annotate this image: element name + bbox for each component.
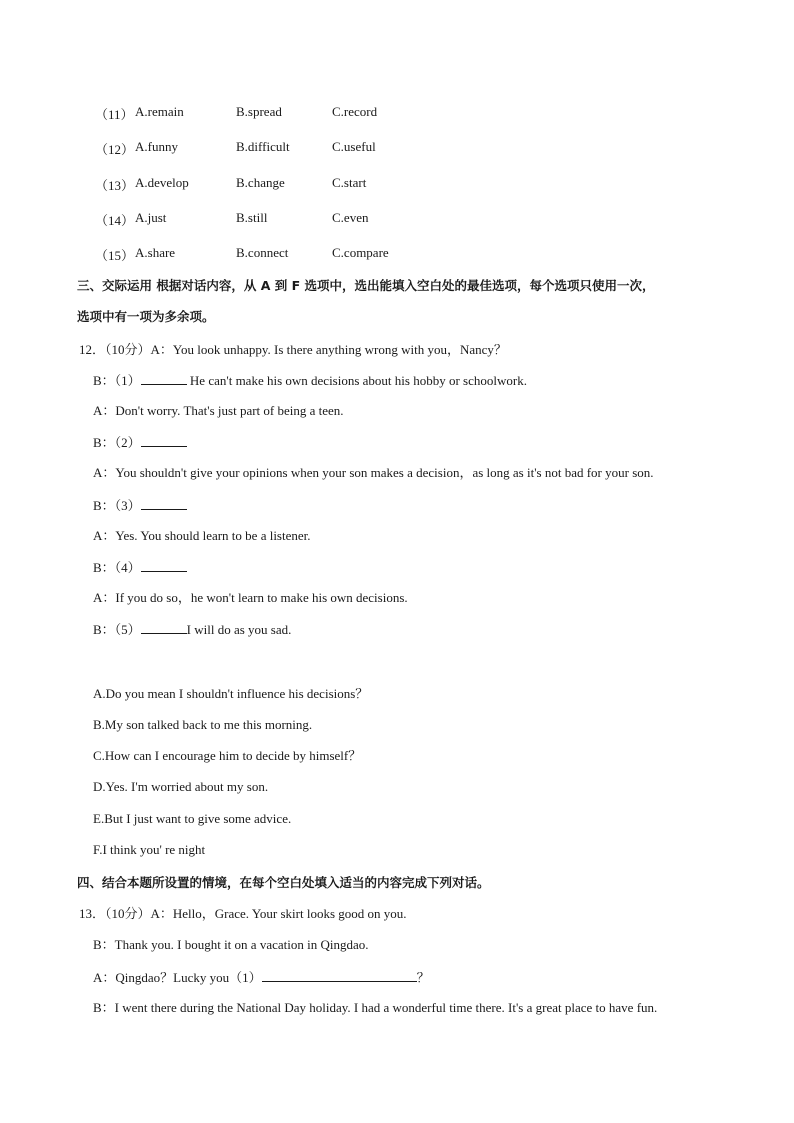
answer-blank[interactable] xyxy=(141,559,187,572)
question-label: 12．（10分）A：You look unhappy. Is there anything wrong with you，Nancy？ xyxy=(79,342,507,357)
option-c: C.start xyxy=(332,175,367,190)
option-number: （14） xyxy=(95,213,135,228)
option-c: C.compare xyxy=(332,245,389,260)
option-a: A.remain xyxy=(135,104,184,119)
option-b: B.connect xyxy=(236,245,289,260)
dialog-line: A：If you do so，he won't learn to make his own decisions. xyxy=(93,590,408,605)
dialog-line xyxy=(93,621,291,638)
option-number: （11） xyxy=(95,107,134,122)
option-c: C.even xyxy=(332,210,369,225)
dialog-prefix: B：（1） xyxy=(93,373,141,388)
answer-blank[interactable] xyxy=(141,372,187,385)
answer-blank[interactable] xyxy=(262,969,417,982)
answer-blank[interactable] xyxy=(141,434,187,447)
option-a: A.funny xyxy=(135,139,178,154)
dialog-line xyxy=(93,434,187,451)
option-a: A.develop xyxy=(135,175,189,190)
dialog-line xyxy=(93,372,527,389)
dialog-suffix: ？ xyxy=(416,970,430,985)
option-number: （12） xyxy=(95,142,135,157)
option-c: C.useful xyxy=(332,139,376,154)
dialog-line: A：You shouldn't give your opinions when your son makes a decision，as long as it's not bad for your son. xyxy=(93,465,654,480)
answer-blank[interactable] xyxy=(141,621,187,634)
choice-item: E.But I just want to give some advice. xyxy=(93,811,292,826)
section-heading: 三、交际运用 根据对话内容，从 A 到 F 选项中，选出能填入空白处的最佳选项，每个选项只使用一次， xyxy=(77,278,655,293)
dialog-prefix: B：（3） xyxy=(93,498,141,513)
dialog-prefix: B：（2） xyxy=(93,435,141,450)
dialog-prefix: B：（4） xyxy=(93,560,141,575)
option-b: B.still xyxy=(236,210,268,225)
option-b: B.change xyxy=(236,175,285,190)
option-b: B.spread xyxy=(236,104,282,119)
option-a: A.just xyxy=(135,210,167,225)
dialog-line: A：Yes. You should learn to be a listener. xyxy=(93,528,311,543)
dialog-line: A：Don't worry. That's just part of being a teen. xyxy=(93,403,344,418)
option-b: B.difficult xyxy=(236,139,290,154)
dialog-suffix: He can't make his own decisions about his hobby or schoolwork. xyxy=(186,373,527,388)
option-c: C.record xyxy=(332,104,378,119)
dialog-line xyxy=(93,969,430,986)
dialog-line: B：Thank you. I bought it on a vacation in Qingdao. xyxy=(93,937,369,952)
question-label: 13．（10分）A：Hello，Grace. Your skirt looks good on you. xyxy=(79,906,407,921)
option-number: （13） xyxy=(95,178,135,193)
choice-item: B.My son talked back to me this morning. xyxy=(93,717,313,732)
choice-item: C.How can I encourage him to decide by himself？ xyxy=(93,748,362,763)
dialog-line xyxy=(93,497,187,514)
section-heading-cont: 选项中有一项为多余项。 xyxy=(77,309,215,324)
option-number: （15） xyxy=(95,248,135,263)
dialog-prefix: A：Qingdao？Lucky you（1） xyxy=(93,970,262,985)
dialog-prefix: B：（5） xyxy=(93,622,141,637)
option-a: A.share xyxy=(135,245,176,260)
dialog-line xyxy=(93,559,187,576)
answer-blank[interactable] xyxy=(141,497,187,510)
choice-item: A.Do you mean I shouldn't influence his decisions？ xyxy=(93,686,369,701)
choice-item: F.I think you' re night xyxy=(93,842,206,857)
dialog-suffix: I will do as you sad. xyxy=(186,622,292,637)
dialog-line: B：I went there during the National Day holiday. I had a wonderful time there. It's a great place to have fun. xyxy=(93,1000,658,1015)
section-heading: 四、结合本题所设置的情境，在每个空白处填入适当的内容完成下列对话。 xyxy=(77,875,490,890)
choice-item: D.Yes. I'm worried about my son. xyxy=(93,779,269,794)
